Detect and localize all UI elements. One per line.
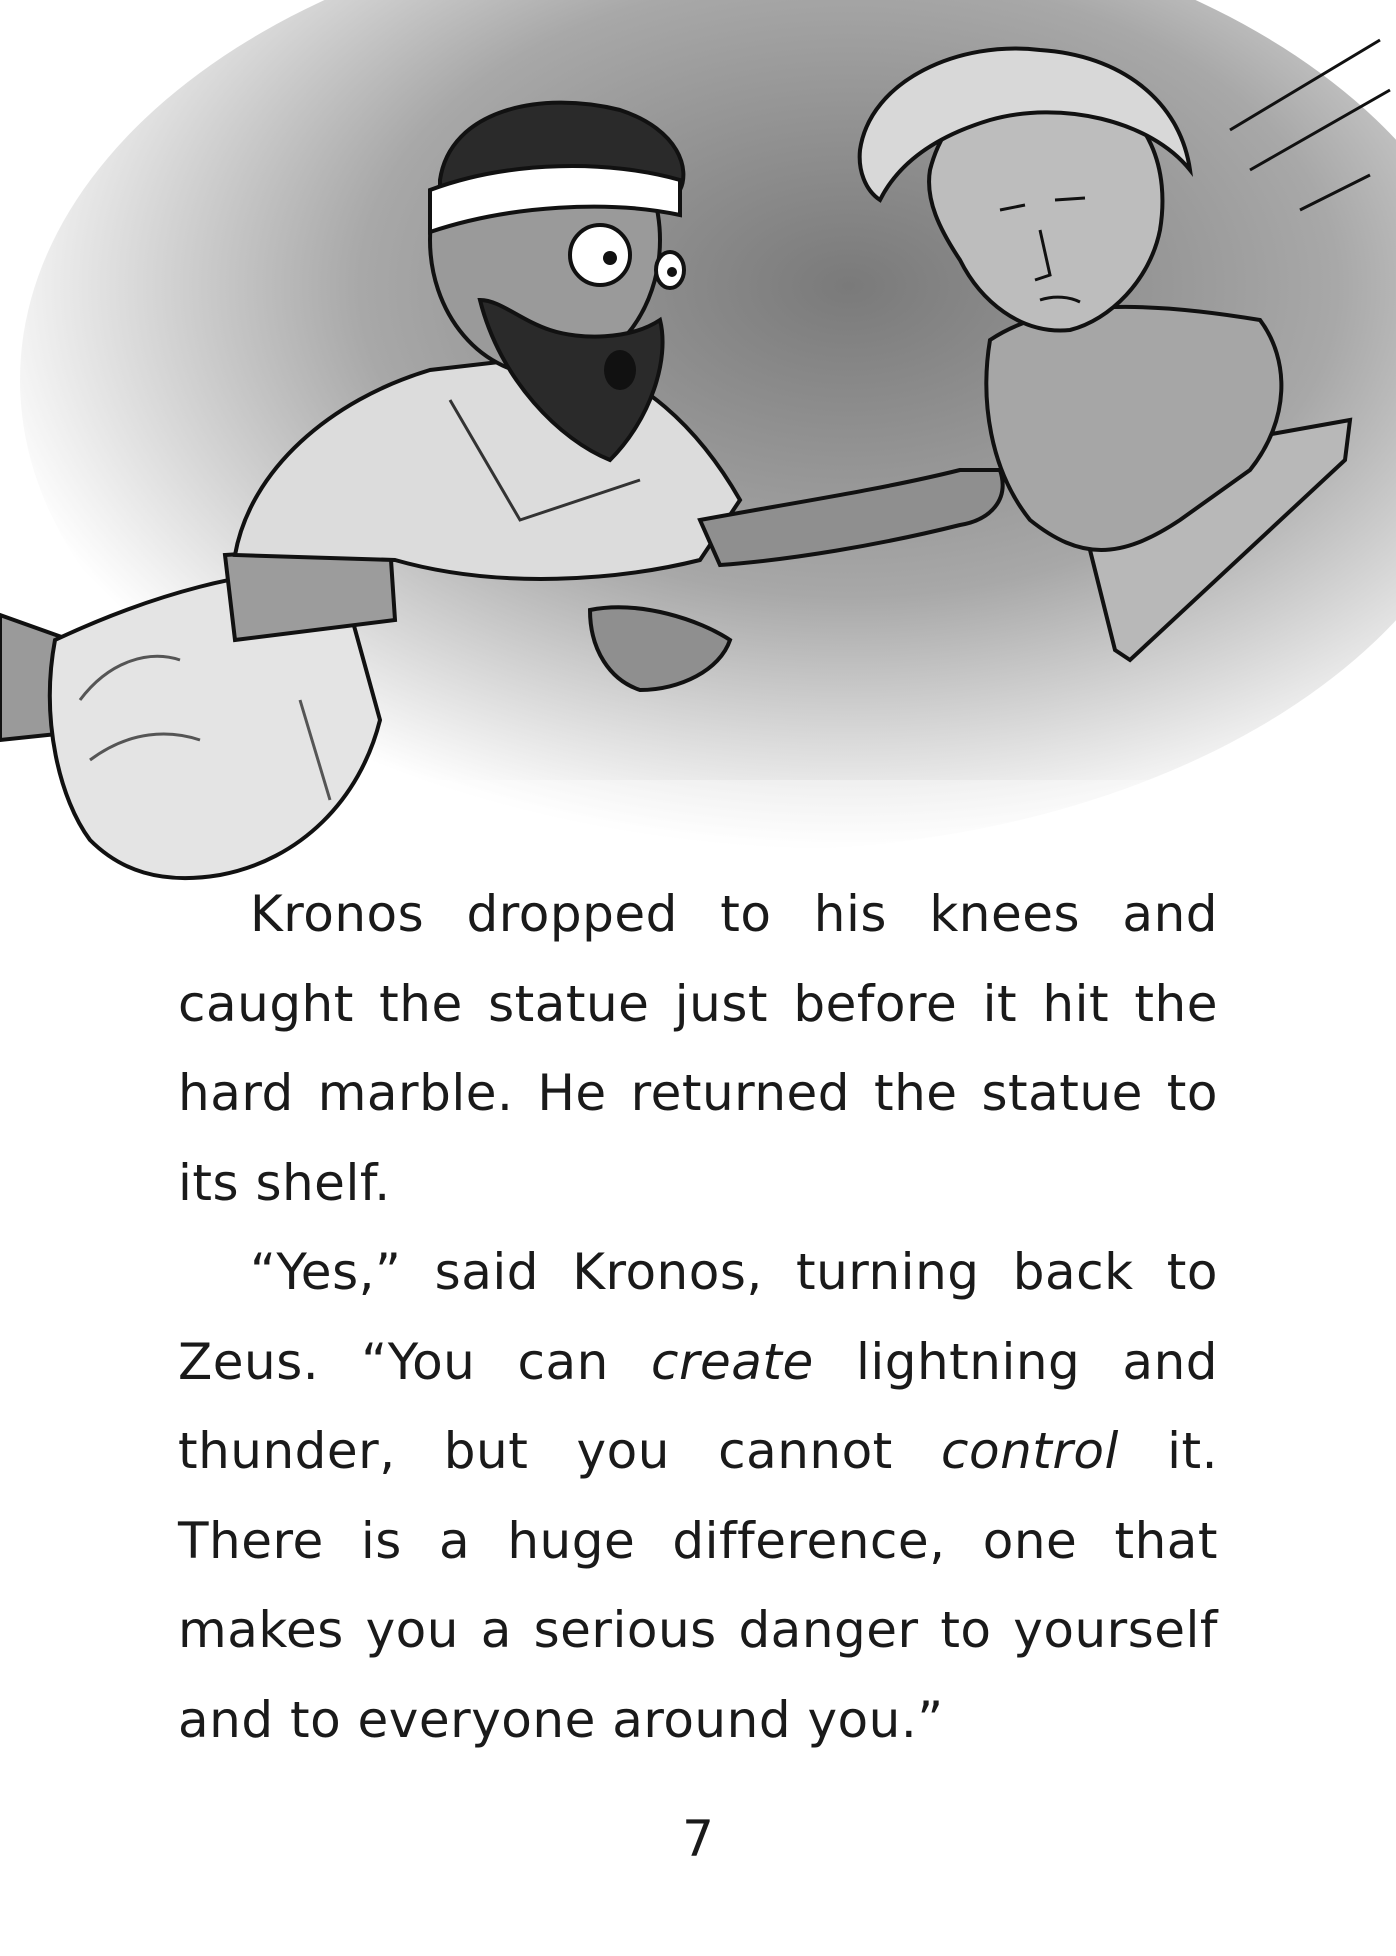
illustration-kronos-catching-statue <box>0 0 1396 900</box>
paragraph-2-text: “Yes,” said Kronos, turning back to Zeus. “You can <box>178 1243 1218 1391</box>
emphasis-control: control <box>940 1422 1119 1480</box>
story-text <box>178 870 1218 1765</box>
mouth <box>604 350 636 390</box>
page-number: 7 <box>682 1810 714 1868</box>
emphasis-create: create <box>650 1332 814 1391</box>
paragraph-2-text: it. There is a huge difference, one that makes you a serious danger to yourself and to everyone around you.” <box>178 1422 1218 1749</box>
eye-left <box>570 225 630 285</box>
paragraph-2-text: lightning and thunder, but you cannot <box>178 1332 1218 1480</box>
paragraph-1: Kronos dropped to his knees and caught the statue just before it hit the hard marble. He returned the statue to its shelf. <box>178 885 1218 1212</box>
paragraph-2 <box>178 1228 1218 1765</box>
